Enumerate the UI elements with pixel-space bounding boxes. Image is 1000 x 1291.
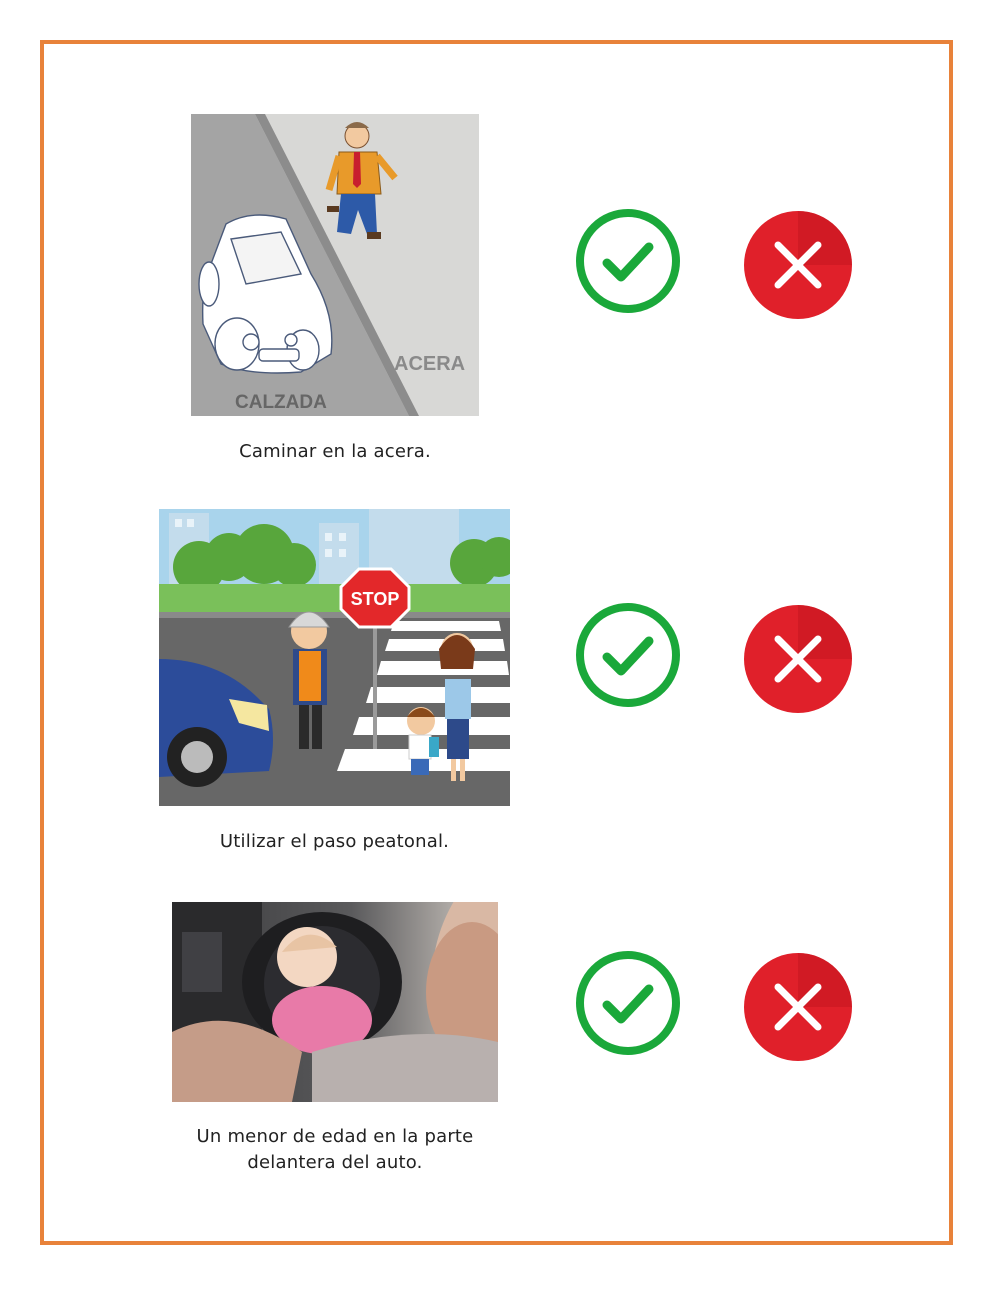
crosswalk-image bbox=[159, 509, 510, 806]
item-2-correct-button[interactable] bbox=[574, 601, 682, 709]
x-icon bbox=[744, 211, 852, 319]
check-icon bbox=[574, 949, 682, 1057]
stop-sign-label: STOP bbox=[350, 589, 400, 609]
item-2-caption: Utilizar el paso peatonal. bbox=[219, 831, 450, 852]
check-icon bbox=[574, 207, 682, 315]
front-seat-baby-image bbox=[172, 902, 498, 1102]
item-3-caption bbox=[172, 1124, 498, 1176]
x-icon bbox=[744, 953, 852, 1061]
item-1-incorrect-button[interactable] bbox=[744, 211, 852, 319]
x-icon bbox=[744, 605, 852, 713]
item-2-incorrect-button[interactable] bbox=[744, 605, 852, 713]
sidewalk-image bbox=[191, 114, 479, 416]
item-3-caption-line-2: delantera del auto. bbox=[247, 1152, 423, 1173]
item-3-caption-line-1: Un menor de edad en la parte bbox=[196, 1126, 474, 1147]
item-1-caption: Caminar en la acera. bbox=[239, 441, 431, 462]
item-3-incorrect-button[interactable] bbox=[744, 953, 852, 1061]
sidewalk-label: ACERA bbox=[394, 353, 466, 375]
road-label: CALZADA bbox=[235, 392, 327, 413]
item-1-correct-button[interactable] bbox=[574, 207, 682, 315]
check-icon bbox=[574, 601, 682, 709]
item-3-correct-button[interactable] bbox=[574, 949, 682, 1057]
